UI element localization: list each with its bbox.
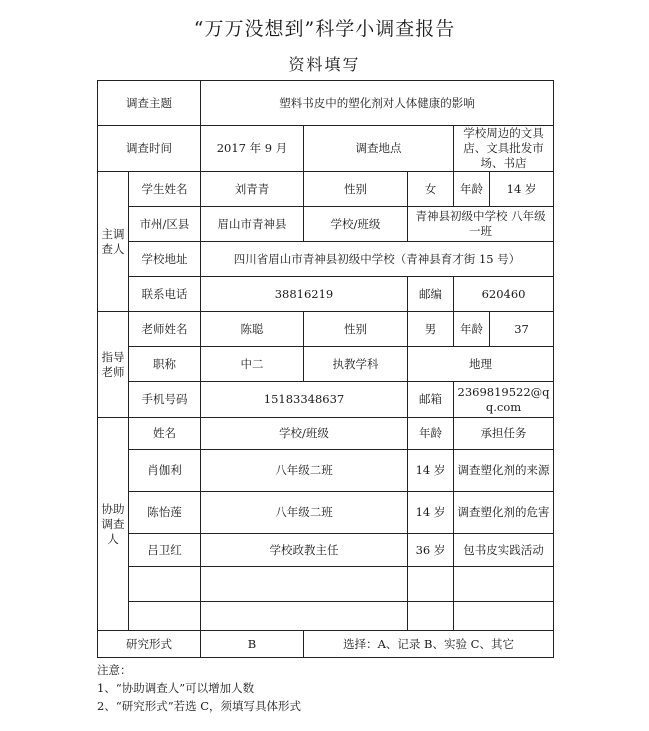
assistant-age: 14 岁 [408, 450, 454, 492]
teacher-section-label: 指导老师 [98, 312, 129, 418]
assistant-task: 包书皮实践活动 [454, 534, 554, 567]
teacher-subject-value: 地理 [408, 347, 554, 382]
notes-section [97, 661, 301, 715]
survey-form-table [97, 80, 554, 658]
teacher-gender-label: 性别 [304, 312, 408, 347]
teacher-title-value: 中二 [201, 347, 304, 382]
assistant-name-empty [129, 567, 201, 602]
school-address-label: 学校地址 [129, 242, 201, 277]
postcode-value: 620460 [454, 277, 554, 312]
assistant-row-empty [98, 602, 554, 631]
assistant-school: 八年级二班 [201, 492, 408, 534]
assistant-school: 学校政教主任 [201, 534, 408, 567]
student-gender-value: 女 [408, 172, 454, 207]
school-class-label: 学校/班级 [304, 207, 408, 242]
notes-title: 注意： [97, 663, 132, 677]
contact-phone-value: 38816219 [201, 277, 408, 312]
assistant-row [98, 492, 554, 534]
teacher-name-value: 陈聪 [201, 312, 304, 347]
assistant-name: 陈怡莲 [129, 492, 201, 534]
assistant-school: 八年级二班 [201, 450, 408, 492]
note-item: 1、“协助调查人”可以增加人数 [97, 681, 255, 695]
assistant-age: 36 岁 [408, 534, 454, 567]
teacher-age-value: 37 [490, 312, 554, 347]
city-value: 眉山市青神县 [201, 207, 304, 242]
assistant-name-empty [129, 602, 201, 631]
teacher-subject-label: 执教学科 [304, 347, 408, 382]
assistant-row-empty [98, 567, 554, 602]
student-name-value: 刘青青 [201, 172, 304, 207]
assistant-school-empty [201, 602, 408, 631]
assistant-row [98, 450, 554, 492]
assistant-name: 肖伽利 [129, 450, 201, 492]
assistant-task-empty [454, 602, 554, 631]
assistant-row [98, 534, 554, 567]
assistant-age: 14 岁 [408, 492, 454, 534]
assistant-school-empty [201, 567, 408, 602]
assistant-header-name: 姓名 [129, 418, 201, 450]
teacher-age-label: 年龄 [454, 312, 490, 347]
teacher-email-value: 2369819522@qq.com [454, 382, 554, 418]
research-form-label: 研究形式 [98, 631, 201, 658]
student-age-label: 年龄 [454, 172, 490, 207]
location-label: 调查地点 [304, 126, 454, 172]
teacher-email-label: 邮箱 [408, 382, 454, 418]
page-title: “万万没想到”科学小调查报告 [193, 18, 456, 40]
main-investigator-section-label: 主调查人 [98, 172, 129, 312]
assistant-header-age: 年龄 [408, 418, 454, 450]
postcode-label: 邮编 [408, 277, 454, 312]
assistant-task-empty [454, 567, 554, 602]
assistant-header-task: 承担任务 [454, 418, 554, 450]
location-value: 学校周边的文具店、文具批发市场、书店 [454, 126, 554, 172]
assistant-header-school: 学校/班级 [201, 418, 408, 450]
topic-label: 调查主题 [98, 81, 201, 126]
school-class-value: 青神县初级中学校 八年级一班 [408, 207, 554, 242]
student-gender-label: 性别 [304, 172, 408, 207]
city-label: 市州/区县 [129, 207, 201, 242]
time-label: 调查时间 [98, 126, 201, 172]
school-address-value: 四川省眉山市青神县初级中学校（青神县育才街 15 号） [201, 242, 554, 277]
teacher-name-label: 老师姓名 [129, 312, 201, 347]
student-age-value: 14 岁 [490, 172, 554, 207]
assistant-name: 吕卫红 [129, 534, 201, 567]
assistant-age-empty [408, 602, 454, 631]
assistant-task: 调查塑化剂的危害 [454, 492, 554, 534]
student-name-label: 学生姓名 [129, 172, 201, 207]
teacher-title-label: 职称 [129, 347, 201, 382]
teacher-gender-value: 男 [408, 312, 454, 347]
teacher-mobile-label: 手机号码 [129, 382, 201, 418]
assistant-age-empty [408, 567, 454, 602]
topic-value: 塑料书皮中的塑化剂对人体健康的影响 [201, 81, 554, 126]
page-subtitle: 资料填写 [288, 55, 361, 74]
assistants-section-label: 协助调查人 [98, 418, 129, 631]
contact-phone-label: 联系电话 [129, 277, 201, 312]
teacher-mobile-value: 15183348637 [201, 382, 408, 418]
research-form-value: B [201, 631, 304, 658]
assistant-task: 调查塑化剂的来源 [454, 450, 554, 492]
note-item: 2、“研究形式”若选 C，须填写具体形式 [97, 699, 302, 713]
time-value: 2017 年 9 月 [201, 126, 304, 172]
research-form-options: 选择：A、记录 B、实验 C、其它 [304, 631, 554, 658]
